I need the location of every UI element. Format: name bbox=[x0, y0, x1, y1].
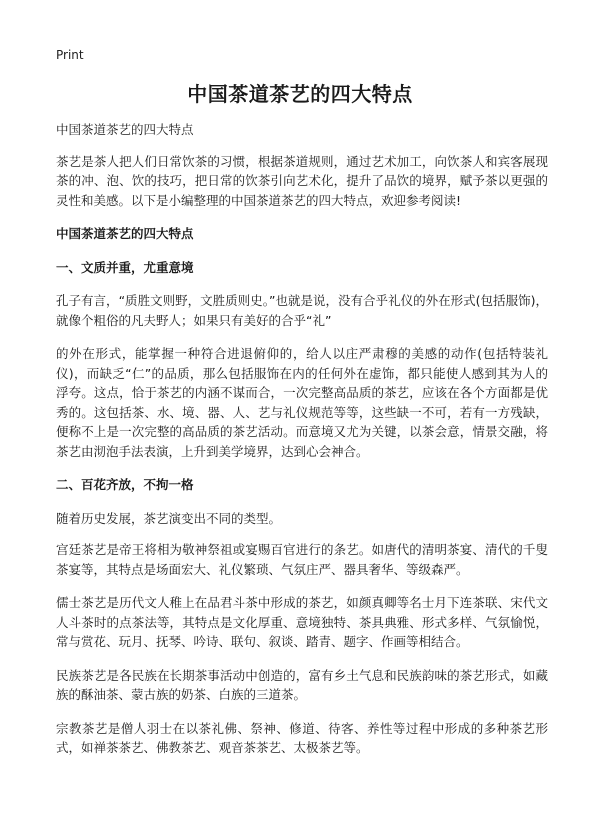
section2-heading: 二、百花齐放，不拘一格 bbox=[56, 477, 194, 492]
section2-paragraph-1: 随着历史发展，茶艺演变出不同的类型。 bbox=[56, 510, 282, 526]
section2-paragraph-4: 民族茶艺是各民族在长期茶事活动中创造的，富有乡土气息和民族韵味的茶艺形式，如藏族的酥油茶、蒙古族的奶茶、白族的三道茶。 bbox=[56, 667, 548, 702]
article-body bbox=[56, 120, 548, 772]
intro-paragraph: 茶艺是茶人把人们日常饮茶的习惯，根据茶道规则，通过艺术加工，向饮茶人和宾客展现茶的冲、泡、饮的技巧，把日常的饮茶引向艺术化，提升了品饮的境界，赋予茶以更强的灵性和美感。以下是小编整理的中国茶道茶艺的四大特点，欢迎参考阅读! bbox=[56, 153, 548, 208]
section2-paragraph-5: 宗教茶艺是僧人羽士在以茶礼佛、祭神、修道、待客、养性等过程中形成的多种茶艺形式，如禅茶茶艺、佛教茶艺、观音茶茶艺、太极茶艺等。 bbox=[56, 720, 548, 755]
page-title: 中国茶道茶艺的四大特点 bbox=[187, 82, 413, 106]
main-heading: 中国茶道茶艺的四大特点 bbox=[56, 226, 194, 241]
print-link[interactable]: Print bbox=[56, 48, 84, 62]
article-subtitle: 中国茶道茶艺的四大特点 bbox=[56, 122, 194, 137]
section1-heading: 一、文质并重，尤重意境 bbox=[56, 259, 194, 275]
section1-paragraph-2: 的外在形式，能掌握一种符合进退俯仰的，给人以庄严肃穆的美感的动作(包括特装礼仪)，而缺乏“仁”的品质，那么包括服饰在内的任何外在虚饰，都只能使人感到其为人的浮夸。这点，恰于茶艺的内涵不谋而合，一次完整高品质的茶艺，应该在各个方面都是优秀的。这包括茶、水、境、器、人、艺与礼仪规范等等，这些缺一不可，若有一方残缺，便称不上是一次完整的高品质的茶艺活动。而意境又尤为关键，以茶会意，情景交融，将茶艺由沏泡手法表演，上升到美学境界，达到心会神合。 bbox=[56, 346, 548, 459]
section1-paragraph-1: 孔子有言，“质胜文则野，文胜质则史。”也就是说，没有合乎礼仪的外在形式(包括服饰)，就像个粗俗的凡夫野人；如果只有美好的合乎“礼” bbox=[56, 293, 548, 328]
section2-paragraph-3: 儒士茶艺是历代文人稚上在品君斗茶中形成的茶艺，如颜真卿等名士月下连茶联、宋代文人斗茶时的点茶法等，其特点是文化厚重、意境独特、茶具典雅、形式多样、气氛愉悦，常与赏花、玩月、抚琴、吟诗、联句、叙谈、踏青、题字、作画等相结合。 bbox=[56, 595, 548, 649]
section2-paragraph-2: 宫廷茶艺是帝王将相为敬神祭祖或宴赐百官进行的条艺。如唐代的清明茶宴、清代的千叟茶宴等，其特点是场面宏大、礼仪繁琐、气氛庄严、器具奢华、等级森严。 bbox=[56, 542, 548, 577]
